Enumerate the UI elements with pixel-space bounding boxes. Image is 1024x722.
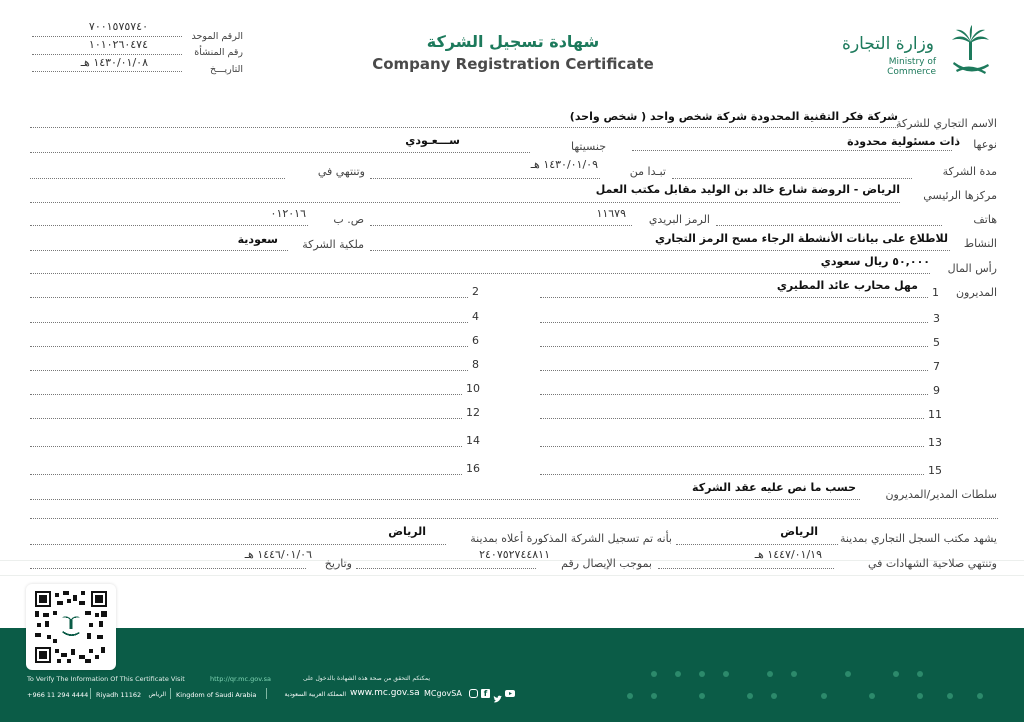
dotted-line: [30, 394, 462, 395]
manager-number: 4: [472, 310, 479, 323]
establishment-number-value: ١٠١٠٢٦٠٤٧٤: [88, 38, 148, 51]
dotted-line: [370, 225, 632, 226]
registered-city-value: الرياض: [388, 525, 426, 538]
unified-number-label: الرقم الموحد: [191, 31, 243, 42]
footer-dot-pattern: [620, 664, 1000, 704]
type-value: ذات مسئولية محدودة: [847, 135, 960, 148]
validity-label: وتنتهي صلاحية الشهادات في: [867, 557, 997, 570]
registered-label: بأنه تم تسجيل الشركة المذكورة أعلاه بمدينة: [470, 532, 672, 545]
dotted-line: [30, 499, 860, 500]
footer-separator: [170, 688, 171, 699]
dotted-line: [658, 568, 834, 569]
dotted-line: [356, 568, 536, 569]
manager-1-value: مهل محارب عائد المطيري: [776, 279, 918, 292]
hq-value: الرياض - الروضة شارع خالد بن الوليد مقابل مكتب العمل: [595, 183, 900, 196]
company-name-value: شركة فكر التقنية المحدودة شركة شخص واحد ( شخص واحد): [569, 110, 898, 123]
footer-separator: [266, 688, 267, 699]
footer-phone: +966 11 294 4444: [27, 691, 89, 699]
date-value: ١٤٣٠/٠١/٠٨ هـ: [80, 56, 148, 69]
title-en: Company Registration Certificate: [372, 55, 654, 73]
authority-value: حسب ما نص عليه عقد الشركة: [692, 481, 856, 494]
activity-label: النشاط: [963, 237, 997, 250]
dotted-line: [540, 346, 928, 347]
office-city-value: الرياض: [780, 525, 818, 538]
nationality-value: ســـعـودي: [405, 134, 460, 147]
palm-emblem-icon: [944, 24, 998, 80]
dotted-line: [30, 202, 900, 203]
dotted-line: [30, 474, 462, 475]
hq-label: مركزها الرئيسي: [923, 189, 997, 202]
validity-value: ١٤٤٧/٠١/١٩ هـ: [754, 548, 822, 561]
manager-number: 2: [472, 285, 479, 298]
dotted-line: [30, 273, 930, 274]
title-ar: شهادة تسجيل الشركة: [426, 32, 600, 51]
manager-number: 11: [928, 408, 942, 421]
manager-number: 15: [928, 464, 942, 477]
manager-number: 6: [472, 334, 479, 347]
receipt-label: بموجب الإيصال رقم: [561, 557, 652, 570]
pobox-label: ص. ب: [333, 213, 364, 226]
manager-number: 14: [466, 434, 480, 447]
capital-value: ٥٠,٠٠٠ ريال سعودي: [820, 255, 930, 268]
footer-separator: [90, 688, 91, 699]
footer-social-handle: MCgovSA: [424, 689, 462, 698]
dotted-line: [30, 152, 530, 153]
receipt-date-value: ١٤٤٦/٠١/٠٦ هـ: [244, 548, 312, 561]
dotted-line: [30, 178, 285, 179]
receipt-value: ٢٤٠٧٥٢٧٤٤٨١١: [479, 548, 550, 561]
dotted-line: [32, 71, 182, 72]
manager-number: 10: [466, 382, 480, 395]
dotted-line: [30, 127, 898, 128]
dotted-line: [30, 346, 468, 347]
dotted-line: [30, 322, 468, 323]
ministry-name-en: Ministry of Commerce: [887, 57, 936, 77]
manager-number: 8: [472, 358, 479, 371]
managers-label: المديرون: [955, 286, 997, 299]
manager-number: 9: [933, 384, 940, 397]
dotted-line: [32, 54, 182, 55]
dotted-line: [540, 446, 924, 447]
footer-city-ar: الرياض: [148, 691, 166, 698]
unified-number-value: ٧٠٠١٥٧٥٧٤٠: [88, 20, 148, 33]
twitter-icon[interactable]: [493, 689, 502, 698]
dotted-line: [540, 297, 928, 298]
dotted-line: [540, 474, 924, 475]
ownership-value: سعودية: [237, 233, 278, 246]
facebook-icon[interactable]: f: [481, 689, 490, 698]
footer-website-link[interactable]: www.mc.gov.sa: [350, 688, 420, 698]
dotted-line: [540, 322, 928, 323]
starts-label: تبـدا من: [629, 165, 666, 178]
dotted-line: [30, 250, 288, 251]
nationality-label: جنسيتها: [571, 140, 606, 153]
authority-label: سلطات المدير/المديرون: [885, 488, 997, 501]
dotted-line: [30, 544, 446, 545]
company-name-label: الاسم التجاري للشركة: [896, 117, 997, 130]
dotted-line: [30, 370, 468, 371]
postal-value: ١١٦٧٩: [596, 207, 626, 220]
footer-city-en: Riyadh 11162: [96, 691, 142, 699]
dotted-line: [30, 518, 998, 519]
manager-number: 1: [932, 286, 939, 299]
verify-text-en: To Verify The Information Of This Certificate Visit: [27, 675, 185, 683]
office-label: يشهد مكتب السجل التجاري بمدينة: [839, 532, 997, 545]
instagram-icon[interactable]: [469, 689, 478, 698]
dotted-line: [540, 370, 928, 371]
youtube-icon[interactable]: [505, 690, 515, 697]
qr-code-icon[interactable]: [26, 584, 116, 670]
dotted-line: [30, 297, 468, 298]
manager-number: 16: [466, 462, 480, 475]
pobox-value: ٠١٢٠١٦: [270, 207, 306, 220]
activity-value: للاطلاع على بيانات الأنشطة الرجاء مسح الرمز التجاري: [654, 232, 948, 245]
verify-url-link[interactable]: http://qr.mc.gov.sa: [210, 675, 272, 683]
footer-kingdom-en: Kingdom of Saudi Arabia: [176, 691, 257, 699]
capital-label: رأس المال: [947, 262, 997, 275]
dotted-line: [370, 250, 950, 251]
manager-number: 5: [933, 336, 940, 349]
establishment-number-label: رقم المنشأة: [194, 47, 243, 58]
manager-number: 12: [466, 406, 480, 419]
verify-text-ar: يمكنكم التحقق من صحة هذه الشهادة بالدخول على: [302, 675, 430, 682]
dotted-line: [30, 446, 462, 447]
phone-label: هاتف: [973, 213, 997, 226]
dotted-line: [370, 178, 600, 179]
background-wave: [0, 575, 1024, 576]
dotted-line: [676, 544, 838, 545]
dotted-line: [632, 150, 952, 151]
dotted-line: [30, 568, 306, 569]
dotted-line: [672, 178, 912, 179]
type-label: نوعها: [973, 138, 997, 151]
duration-label: مدة الشركة: [942, 165, 997, 178]
dotted-line: [540, 418, 924, 419]
starts-value: ١٤٣٠/٠١/٠٩ هـ: [530, 158, 598, 171]
dotted-line: [32, 36, 182, 37]
dotted-line: [30, 418, 462, 419]
ministry-name-ar: وزارة التجارة: [842, 34, 934, 54]
manager-number: 7: [933, 360, 940, 373]
dotted-line: [716, 225, 942, 226]
dotted-line: [30, 225, 308, 226]
receipt-date-label: وتاريخ: [324, 557, 352, 570]
date-label: التاريـــخ: [209, 64, 243, 75]
footer-kingdom-ar: المملكة العربية السعودية: [284, 691, 346, 698]
postal-label: الرمز البريدي: [648, 213, 710, 226]
manager-number: 3: [933, 312, 940, 325]
manager-number: 13: [928, 436, 942, 449]
ends-label: وتنتهي في: [317, 165, 365, 178]
dotted-line: [540, 394, 928, 395]
ownership-label: ملكية الشركة: [302, 238, 364, 251]
